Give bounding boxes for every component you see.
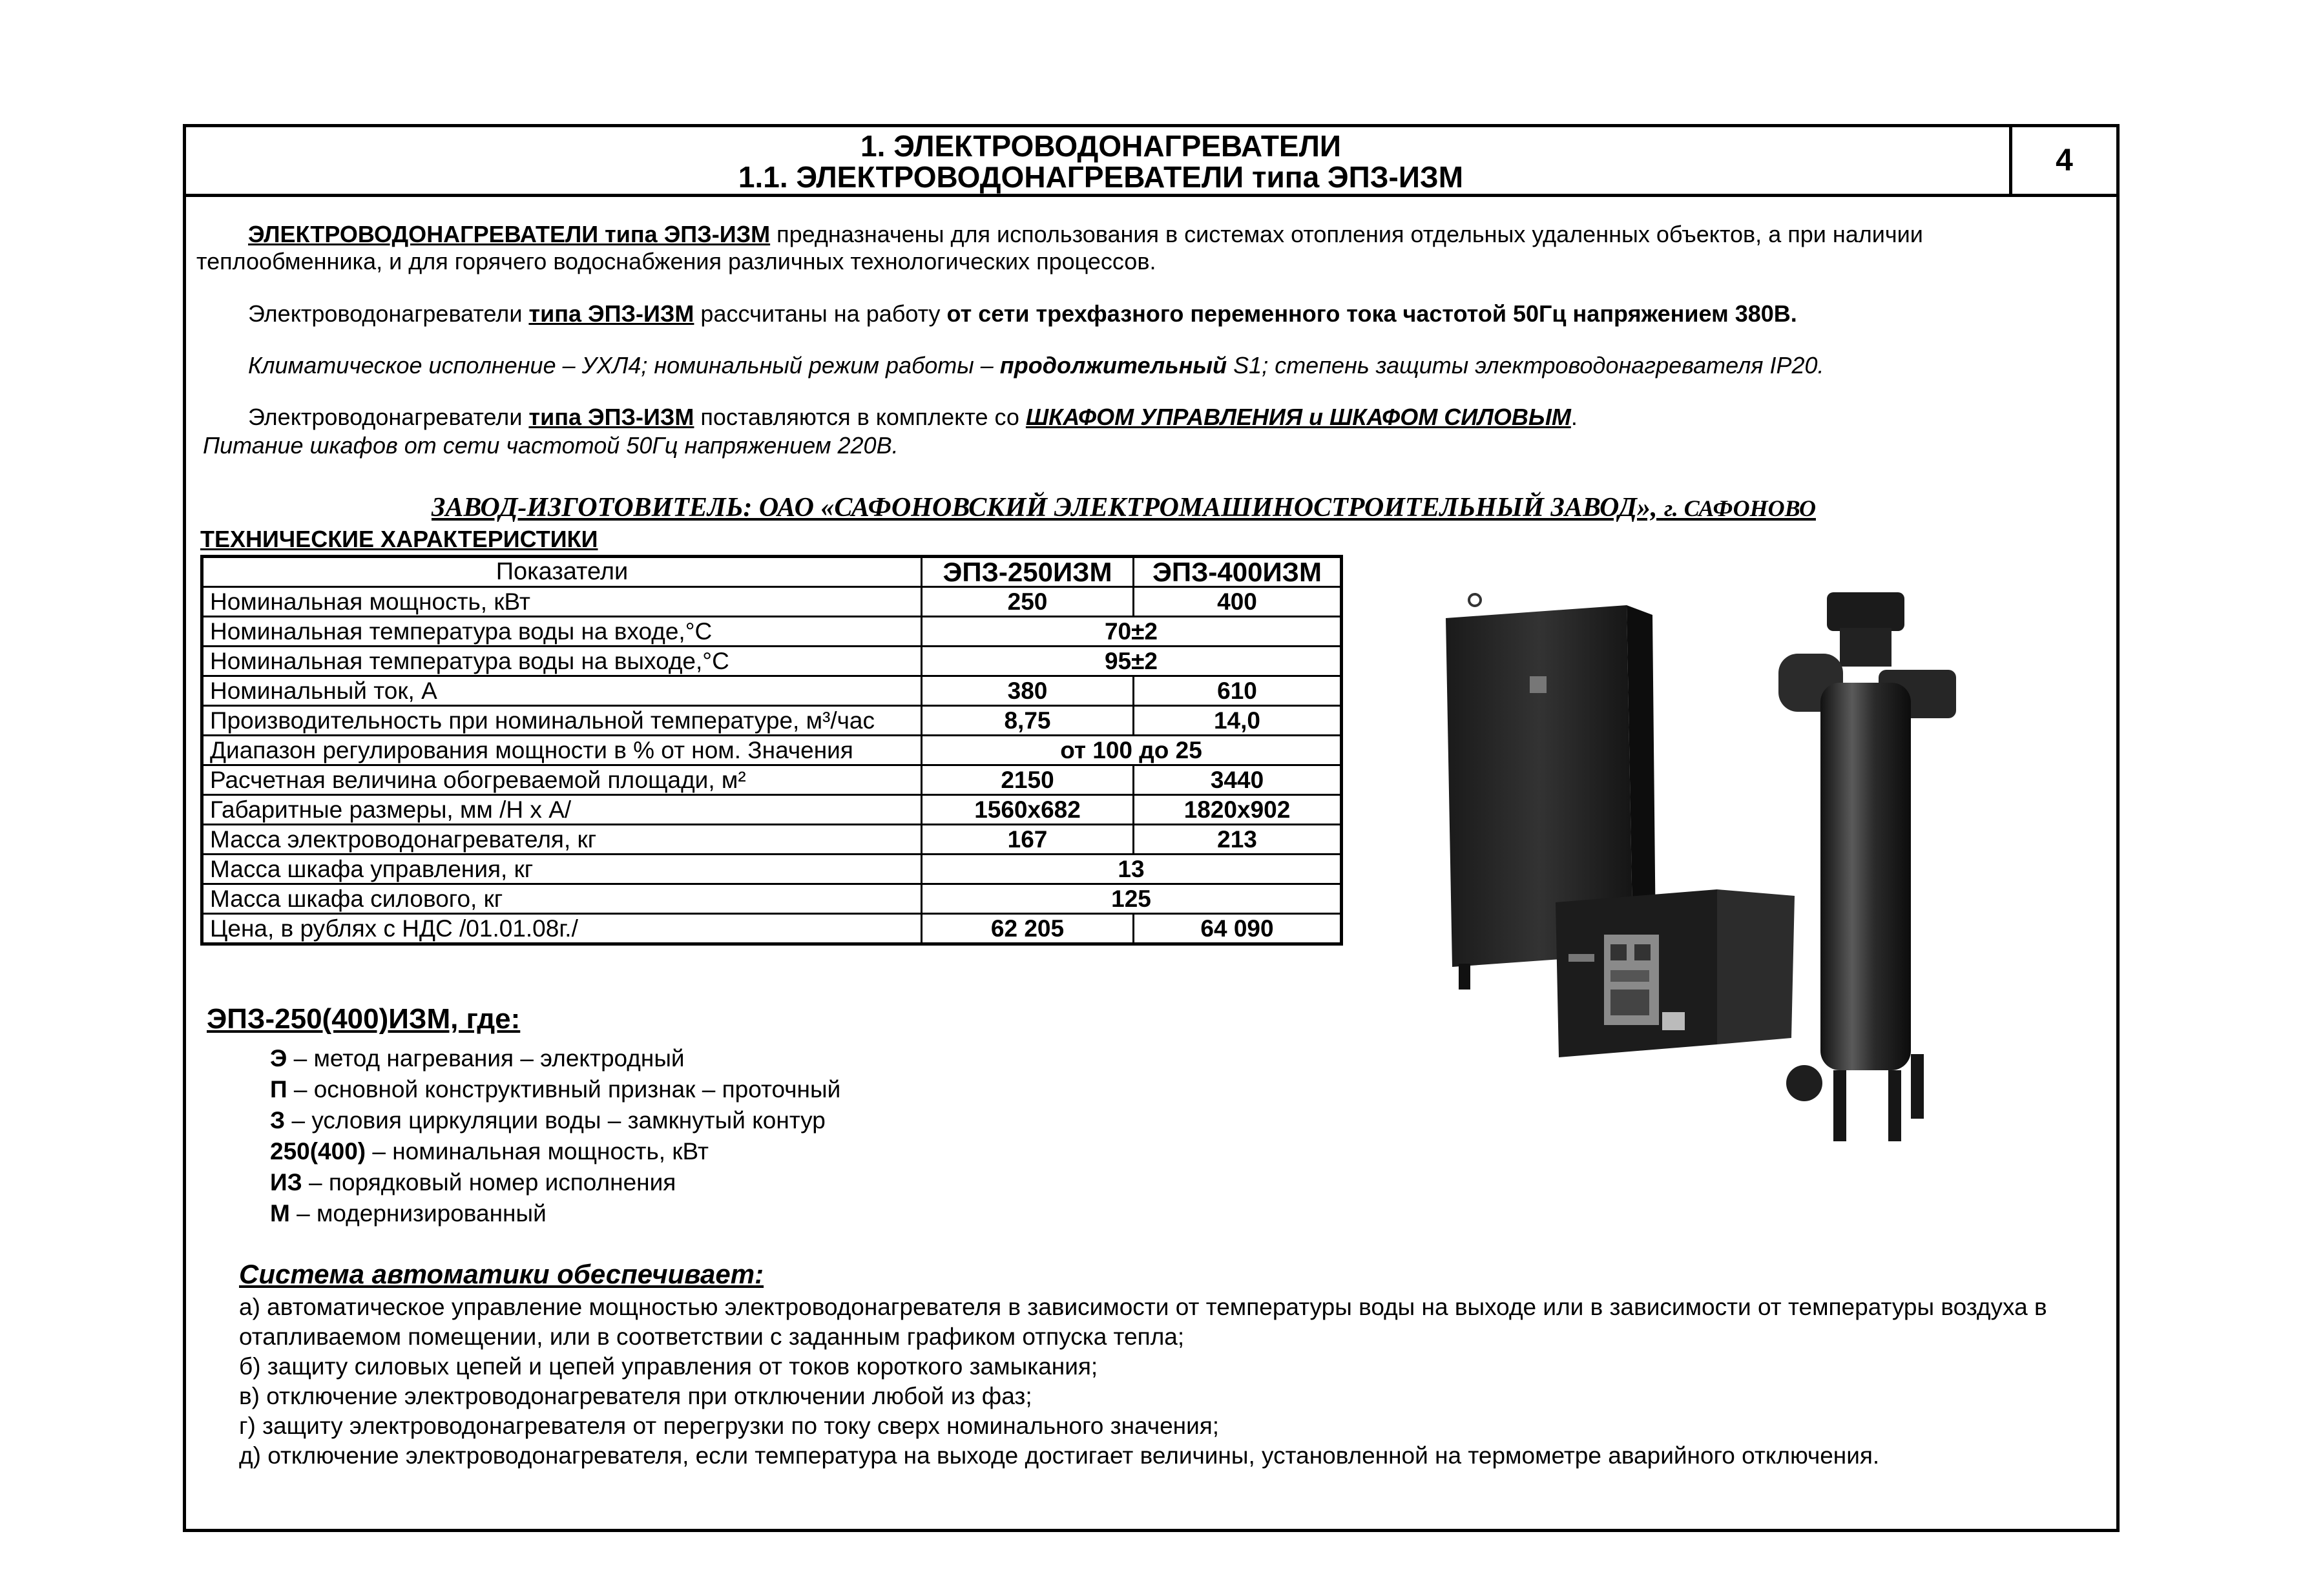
intro-paragraph-kit [196, 404, 2102, 431]
table-header-row [202, 557, 1342, 587]
designation-key: З [270, 1107, 286, 1134]
designation-text: – метод нагревания – электродный [287, 1045, 685, 1072]
kit-text-e: . [1570, 404, 1578, 430]
designation-list [270, 1043, 840, 1229]
specs-table [200, 555, 1343, 946]
designation-key: Э [270, 1045, 287, 1072]
row-value-400: 213 [1134, 825, 1342, 855]
row-value-400: 3440 [1134, 765, 1342, 795]
automation-label: Система автоматики обеспечивает: [239, 1259, 764, 1289]
row-value-400: 14,0 [1134, 706, 1342, 736]
heater-tank [1778, 592, 1956, 1141]
col-header-model-250: ЭПЗ-250ИЗМ [922, 557, 1134, 587]
table-row [202, 825, 1342, 855]
designation-key: М [270, 1200, 290, 1227]
row-name: Производительность при номинальной температуре, м³/час [202, 706, 922, 736]
row-value-250: 380 [922, 676, 1134, 706]
table-row [202, 676, 1342, 706]
row-value-400: 64 090 [1134, 914, 1342, 944]
designation-text: – основной конструктивный признак – проточный [287, 1076, 841, 1103]
row-name: Габаритные размеры, мм /Н х А/ [202, 795, 922, 825]
kit-text-a: Электроводонагреватели [248, 404, 529, 430]
climate-mode: продолжительный [999, 352, 1227, 378]
table-row [202, 736, 1342, 765]
kit-text-c: поставляются в комплекте со [694, 404, 1026, 430]
designation-text: – номинальная мощность, кВт [366, 1138, 709, 1165]
row-name: Масса электроводонагревателя, кг [202, 825, 922, 855]
page-number: 4 [2009, 127, 2116, 194]
col-header-indicator: Показатели [202, 557, 922, 587]
purpose-text: предназначены для использования в системах отопления отдельных удаленных объектов, а при наличии теплообменника, и для горячего водоснабжения различных технологических процессов. [196, 221, 1923, 275]
designation-text: – модернизированный [289, 1200, 547, 1227]
power-text-c: рассчитаны на работу [694, 300, 947, 327]
intro-paragraph-purpose [196, 221, 2102, 275]
list-item [270, 1043, 840, 1074]
control-cabinet [1556, 889, 1795, 1057]
page-frame [183, 124, 2120, 1532]
row-name: Номинальная температура воды на входе,°С [202, 617, 922, 647]
manufacturer-city: г. САФОНОВО [1663, 495, 1816, 521]
row-value-400: 400 [1134, 587, 1342, 617]
row-name: Расчетная величина обогреваемой площади, м² [202, 765, 922, 795]
table-row [202, 914, 1342, 944]
list-item: в) отключение электроводонагревателя при отключении любой из фаз; [239, 1383, 1032, 1409]
section-header [186, 127, 2116, 197]
designation-key: 250(400) [270, 1138, 366, 1165]
kit-type: типа ЭПЗ-ИЗМ [528, 404, 694, 430]
list-item: б) защиту силовых цепей и цепей управления от токов короткого замыкания; [239, 1353, 1098, 1380]
section-title: 1. ЭЛЕКТРОВОДОНАГРЕВАТЕЛИ [860, 129, 1341, 163]
table-row [202, 587, 1342, 617]
row-name: Цена, в рублях с НДС /01.01.08г./ [202, 914, 922, 944]
list-item [270, 1198, 840, 1229]
row-value-merged: 125 [922, 884, 1342, 914]
product-name: ЭЛЕКТРОВОДОНАГРЕВАТЕЛИ типа ЭПЗ-ИЗМ [248, 221, 771, 247]
intro-paragraph-climate [196, 352, 2102, 379]
col-header-model-400: ЭПЗ-400ИЗМ [1134, 557, 1342, 587]
list-item: а) автоматическое управление мощностью электроводонагревателя в зависимости от температуры воды на выходе или в зависимости от температуры воздуха в отапливаемом помещении, или в соответствии с заданным графиком отпуска тепла; [239, 1294, 2047, 1350]
climate-text-a: Климатическое исполнение – УХЛ4; номинальный режим работы – [248, 352, 1000, 378]
list-item: д) отключение электроводонагревателя, если температура на выходе достигает величины, установленной на термометре аварийного отключения. [239, 1442, 1880, 1469]
table-row [202, 647, 1342, 676]
automation-list [239, 1292, 2100, 1471]
row-name: Номинальная температура воды на выходе,°С [202, 647, 922, 676]
designation-key: ИЗ [270, 1169, 302, 1196]
climate-text-c: S1; степень защиты электроводонагревателя IP20. [1227, 352, 1824, 378]
kit-cabinets: ШКАФОМ УПРАВЛЕНИЯ и ШКАФОМ СИЛОВЫМ [1025, 404, 1571, 430]
intro-paragraph-power [196, 300, 2102, 327]
row-value-merged: 13 [922, 855, 1342, 884]
cabinet-supply-note: Питание шкафов от сети частотой 50Гц напряжением 220В. [203, 432, 899, 459]
power-spec: от сети трехфазного переменного тока частотой 50Гц напряжением 380В. [946, 300, 1797, 327]
row-value-merged: от 100 до 25 [922, 736, 1342, 765]
row-name: Масса шкафа силового, кг [202, 884, 922, 914]
row-value-250: 2150 [922, 765, 1134, 795]
row-value-250: 1560x682 [922, 795, 1134, 825]
power-type: типа ЭПЗ-ИЗМ [528, 300, 694, 327]
designation-text: – условия циркуляции воды – замкнутый контур [285, 1107, 826, 1134]
list-item [270, 1105, 840, 1136]
row-name: Номинальная мощность, кВт [202, 587, 922, 617]
table-row [202, 706, 1342, 736]
row-name: Диапазон регулирования мощности в % от ном. Значения [202, 736, 922, 765]
tech-specs-label: ТЕХНИЧЕСКИЕ ХАРАКТЕРИСТИКИ [200, 526, 598, 552]
table-row [202, 795, 1342, 825]
designation-key: П [270, 1076, 287, 1103]
table-row [202, 855, 1342, 884]
manufacturer-line [432, 492, 1816, 523]
table-row [202, 617, 1342, 647]
row-name: Масса шкафа управления, кг [202, 855, 922, 884]
row-value-merged: 95±2 [922, 647, 1342, 676]
table-row [202, 884, 1342, 914]
manufacturer-name: ЗАВОД-ИЗГОТОВИТЕЛЬ: ОАО «САФОНОВСКИЙ ЭЛЕКТРОМАШИНОСТРОИТЕЛЬНЫЙ ЗАВОД», [432, 493, 1664, 523]
list-item [270, 1136, 840, 1167]
row-value-400: 1820x902 [1134, 795, 1342, 825]
row-name: Номинальный ток, А [202, 676, 922, 706]
list-item [270, 1167, 840, 1198]
designation-label: ЭПЗ-250(400)ИЗМ, где: [207, 1003, 521, 1035]
power-text-a: Электроводонагреватели [248, 300, 529, 327]
row-value-250: 167 [922, 825, 1134, 855]
row-value-400: 610 [1134, 676, 1342, 706]
table-row [202, 765, 1342, 795]
row-value-250: 250 [922, 587, 1134, 617]
row-value-merged: 70±2 [922, 617, 1342, 647]
equipment-photo [1433, 592, 2053, 1161]
designation-text: – порядковый номер исполнения [302, 1169, 676, 1196]
list-item: г) защиту электроводонагревателя от перегрузки по току сверх номинального значения; [239, 1413, 1220, 1439]
list-item [270, 1074, 840, 1105]
row-value-250: 62 205 [922, 914, 1134, 944]
row-value-250: 8,75 [922, 706, 1134, 736]
subsection-title: 1.1. ЭЛЕКТРОВОДОНАГРЕВАТЕЛИ типа ЭПЗ-ИЗМ [738, 160, 1464, 194]
